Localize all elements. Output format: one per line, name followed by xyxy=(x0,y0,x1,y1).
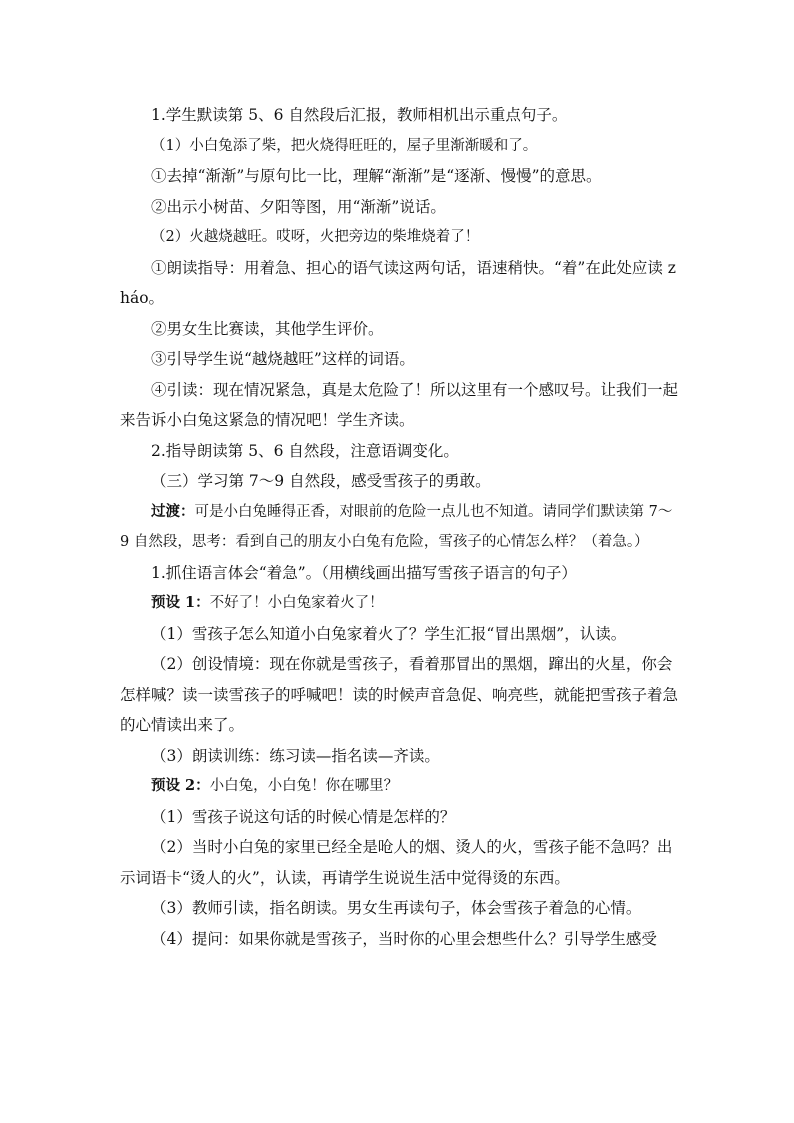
paragraph-step-1 xyxy=(120,100,680,131)
paragraph-item xyxy=(120,161,680,192)
paragraph-item xyxy=(120,619,680,650)
paragraph-text: （2）创设情境：现在你就是雪孩子，看着那冒出的黑烟，蹿出的火星，你会怎样喊？读一读雪孩子的呼喊吧！读的时候声音急促、响亮些，就能把雪孩子着急的心情读出来了。 xyxy=(120,655,679,734)
paragraph-text: ②男女生比赛读，其他学生评价。 xyxy=(151,319,384,338)
section-heading xyxy=(120,466,680,497)
paragraph-item xyxy=(120,924,680,955)
paragraph-item xyxy=(120,649,680,741)
paragraph-step-1 xyxy=(120,558,680,589)
preset-paragraph xyxy=(120,771,680,802)
paragraph-item xyxy=(120,375,680,436)
paragraph-text: （三）学习第 7～9 自然段，感受雪孩子的勇敢。 xyxy=(151,472,491,490)
paragraph-step-2 xyxy=(120,436,680,467)
paragraph-text: ②出示小树苗、夕阳等图，用“渐渐”说话。 xyxy=(151,197,446,216)
paragraph-text: （4）提问：如果你就是雪孩子，当时你的心里会想些什么？引导学生感受 xyxy=(151,929,657,948)
paragraph-lead: 过渡： xyxy=(151,502,195,520)
paragraph-lead: 预设 2： xyxy=(151,777,210,794)
paragraph-item xyxy=(120,893,680,924)
paragraph-item xyxy=(120,192,680,223)
paragraph-text: 不好了！小白兔家着火了！ xyxy=(209,595,384,611)
key-sentence-1 xyxy=(120,131,680,162)
paragraph-text: 2.指导朗读第 5、6 自然段，注意语调变化。 xyxy=(151,441,459,460)
paragraph-item xyxy=(120,832,680,893)
paragraph-text: （3）教师引读，指名朗读。男女生再读句子，体会雪孩子着急的心情。 xyxy=(151,899,642,917)
paragraph-text: （1）雪孩子说这句话的时候心情是怎样的？ xyxy=(151,807,456,826)
transition-paragraph xyxy=(120,497,680,558)
paragraph-text: ①去掉“渐渐”与原句比一比，理解“渐渐”是“逐渐、慢慢”的意思。 xyxy=(151,167,602,185)
paragraph-item xyxy=(120,802,680,833)
paragraph-text: （1）雪孩子怎么知道小白兔家着火了？学生汇报“冒出黑烟”，认读。 xyxy=(151,624,627,643)
paragraph-text: （2）火越烧越旺。哎呀，火把旁边的柴堆烧着了！ xyxy=(151,229,480,245)
paragraph-text: ①朗读指导：用着急、担心的语气读这两句话，语速稍快。“着”在此处应读 zháo。 xyxy=(120,258,676,307)
preset-paragraph xyxy=(120,588,680,619)
paragraph-text: （2）当时小白兔的家里已经全是呛人的烟、烫人的火，雪孩子能不急吗？出示词语卡“烫人的火”，认读，再请学生说说生活中觉得烫的东西。 xyxy=(120,838,673,887)
paragraph-text: 小白兔，小白兔！你在哪里？ xyxy=(209,778,399,794)
paragraph-item xyxy=(120,741,680,772)
paragraph-text: 可是小白兔睡得正香，对眼前的危险一点儿也不知道。请同学们默读第 7～9 自然段，思考：看到自己的朋友小白兔有危险，雪孩子的心情怎么样？（着急。） xyxy=(120,503,673,550)
paragraph-text: 1.抓住语言体会“着急”。（用横线画出描写雪孩子语言的句子） xyxy=(151,563,577,582)
paragraph-text: ④引读：现在情况紧急，真是太危险了！所以这里有一个感叹号。让我们一起来告诉小白兔这紧急的情况吧！学生齐读。 xyxy=(120,380,679,429)
paragraph-text: （1）小白兔添了柴，把火烧得旺旺的，屋子里渐渐暖和了。 xyxy=(151,137,538,154)
key-sentence-2 xyxy=(120,222,680,253)
paragraph-item xyxy=(120,344,680,375)
paragraph-text: 1.学生默读第 5、6 自然段后汇报，教师相机出示重点句子。 xyxy=(151,106,568,124)
paragraph-item xyxy=(120,253,680,314)
paragraph-text: ③引导学生说“越烧越旺”这样的词语。 xyxy=(151,350,415,368)
paragraph-item xyxy=(120,314,680,345)
lesson-plan-body xyxy=(120,100,680,954)
paragraph-lead: 预设 1： xyxy=(151,594,210,611)
paragraph-text: （3）朗读训练：练习读—指名读—齐读。 xyxy=(151,746,440,765)
